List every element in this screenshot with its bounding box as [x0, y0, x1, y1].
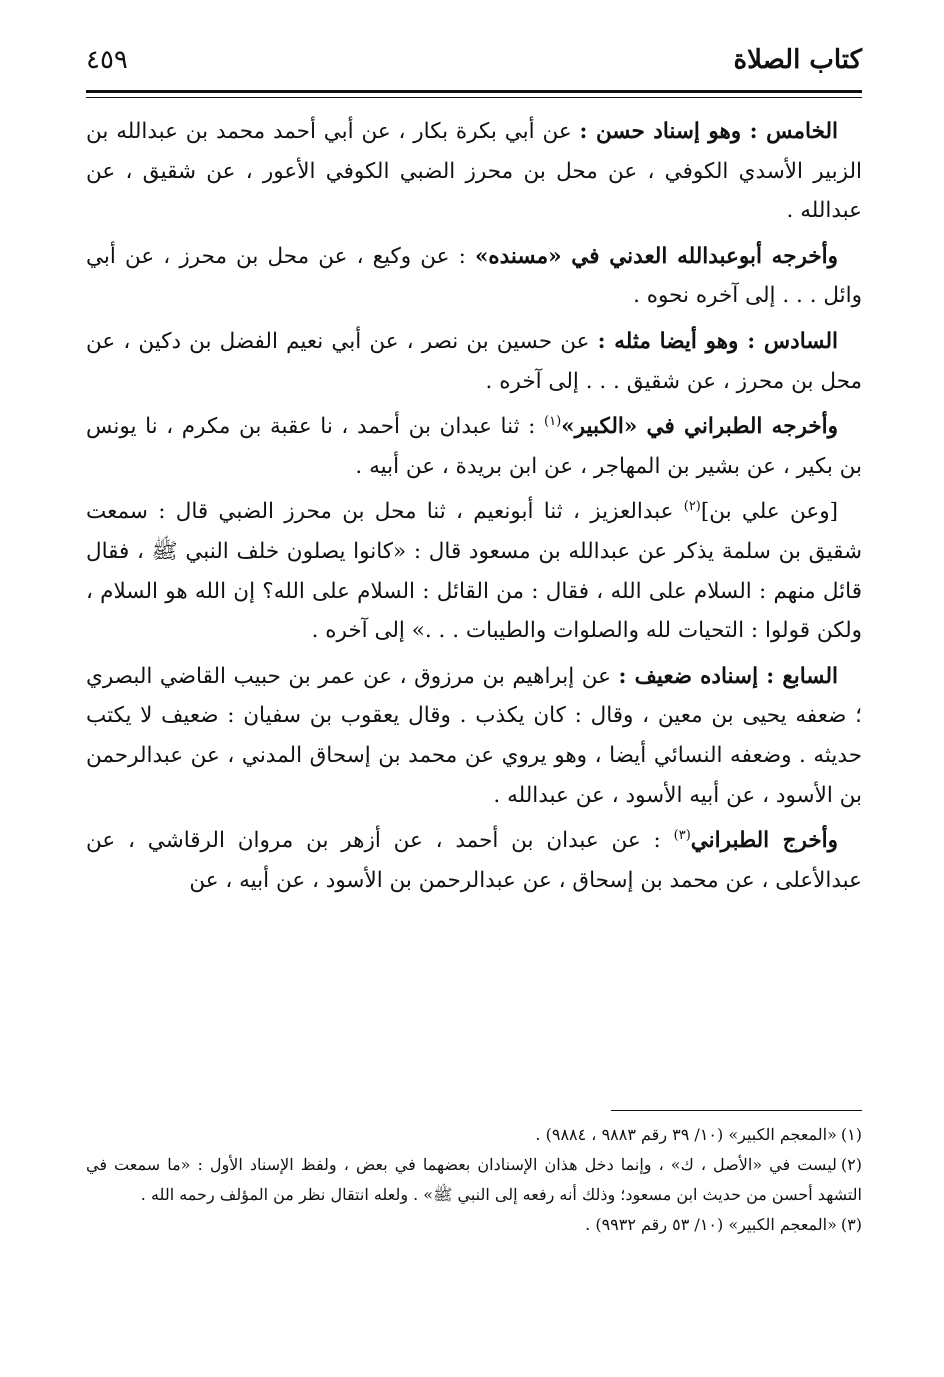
footnote-ref-2[interactable]: (٢)	[683, 499, 701, 515]
paragraph-lead: السابع : إسناده ضعيف :	[618, 663, 839, 689]
footnote-number: (٣)	[840, 1215, 862, 1234]
paragraph-text: عن أبي بكرة بكار ، عن أبي أحمد محمد بن عبدالله بن الزبير الأسدي الكوفي ، عن محل بن محرز الضبي الكوفي الأعور ، عن شقيق ، عن عبدالله .	[86, 119, 862, 224]
footnote-number: (٢)	[840, 1155, 862, 1174]
header-rule-thin	[86, 97, 862, 98]
paragraph-text: : عن وكيع ، عن محل بن محرز ، عن أبي وائل . . . إلى آخره نحوه .	[86, 243, 862, 309]
paragraph-lead: وأخرجه أبوعبدالله العدني في «مسنده»	[474, 243, 839, 269]
paragraph-text: : ثنا عبدان بن أحمد ، نا عقبة بن مكرم ، نا يونس بن بكير ، عن بشير بن المهاجر ، عن ابن بريدة ، عن أبيه .	[86, 414, 862, 479]
page-number: ٤٥٩	[86, 45, 128, 75]
paragraph-text: عن حسين بن نصر ، عن أبي نعيم الفضل بن دكين ، عن محل بن محرز ، عن شقيق . . . إلى آخره .	[86, 328, 862, 394]
paragraph-tabarani-kabir	[86, 407, 862, 486]
paragraph-fifth-chain	[86, 112, 862, 231]
footnote-text: ليست في «الأصل ، ك» ، وإنما دخل هذان الإسنادان بعضهما في بعض ، ولفظ الإسناد الأول : «ما سمعت في التشهد أحسن من حديث ابن مسعود؛ وذلك أنه رفعه إلى النبي ﷺ» . ولعله انتقال نظر من المؤلف رحمه الله .	[86, 1155, 862, 1204]
paragraph-text: عن إبراهيم بن مرزوق ، عن عمر بن حبيب القاضي البصري ؛ ضعفه يحيى بن معين ، وقال : كان يكذب . وقال يعقوب بن سفيان : ضعيف لا يكتب حديثه . وضعفه النسائي أيضا ، وهو يروي عن محمد بن إسحاق المدني ، عن عبدالرحمن بن الأسود ، عن أبيه الأسود ، عن عبدالله .	[86, 663, 862, 808]
paragraph-lead: الخامس : وهو إسناد حسن :	[579, 119, 838, 144]
paragraph-ali-ibn-abdulaziz	[86, 492, 862, 650]
footnote-number: (١)	[840, 1125, 862, 1144]
paragraph-adani-source	[86, 237, 862, 316]
footnote-text: «المعجم الكبير» (١٠/ ٣٩ رقم ٩٨٨٣ ، ٩٨٨٤) .	[535, 1125, 837, 1144]
paragraph-text: عبدالعزيز ، ثنا أبونعيم ، ثنا محل بن محرز الضبي قال : سمعت شقيق بن سلمة يذكر عن عبدالله بن مسعود قال : «كانوا يصلون خلف النبي ﷺ ، فقال قائل منهم : السلام على الله ، فقال : من القائل : السلام على الله؟ إن الله هو السلام ، ولكن قولوا : التحيات لله والصلوات والطيبات . . .» إلى آخره .	[86, 499, 862, 644]
footnote-1	[86, 1120, 862, 1150]
footnote-ref-1[interactable]: (١)	[544, 414, 562, 429]
paragraph-lead: وأخرجه الطبراني في «الكبير»	[561, 414, 838, 440]
footnote-separator	[611, 1110, 862, 1111]
paragraph-sixth-chain	[86, 322, 862, 401]
footnote-text: «المعجم الكبير» (١٠/ ٥٣ رقم ٩٩٣٢) .	[585, 1215, 837, 1234]
page-header	[86, 40, 862, 88]
running-title: كتاب الصلاة	[733, 45, 862, 75]
footnotes	[86, 1120, 862, 1240]
paragraph-seventh-chain	[86, 657, 862, 815]
paragraph-lead: السادس : وهو أيضا مثله :	[597, 328, 838, 354]
header-rule-thick	[86, 90, 862, 93]
footnote-ref-3[interactable]: (٣)	[673, 827, 691, 843]
footnote-2	[86, 1150, 862, 1210]
paragraph-lead: وأخرج الطبراني	[690, 828, 839, 854]
paragraph-tabarani-second	[86, 821, 862, 900]
paragraph-text: : عن عبدان بن أحمد ، عن أزهر بن مروان الرقاشي ، عن عبدالأعلى ، عن محمد بن إسحاق ، عن عبدالرحمن بن الأسود ، عن أبيه ، عن	[86, 828, 862, 893]
paragraph-text: [وعن علي بن]	[700, 499, 838, 525]
footnote-3	[86, 1210, 862, 1240]
main-text	[86, 112, 862, 906]
